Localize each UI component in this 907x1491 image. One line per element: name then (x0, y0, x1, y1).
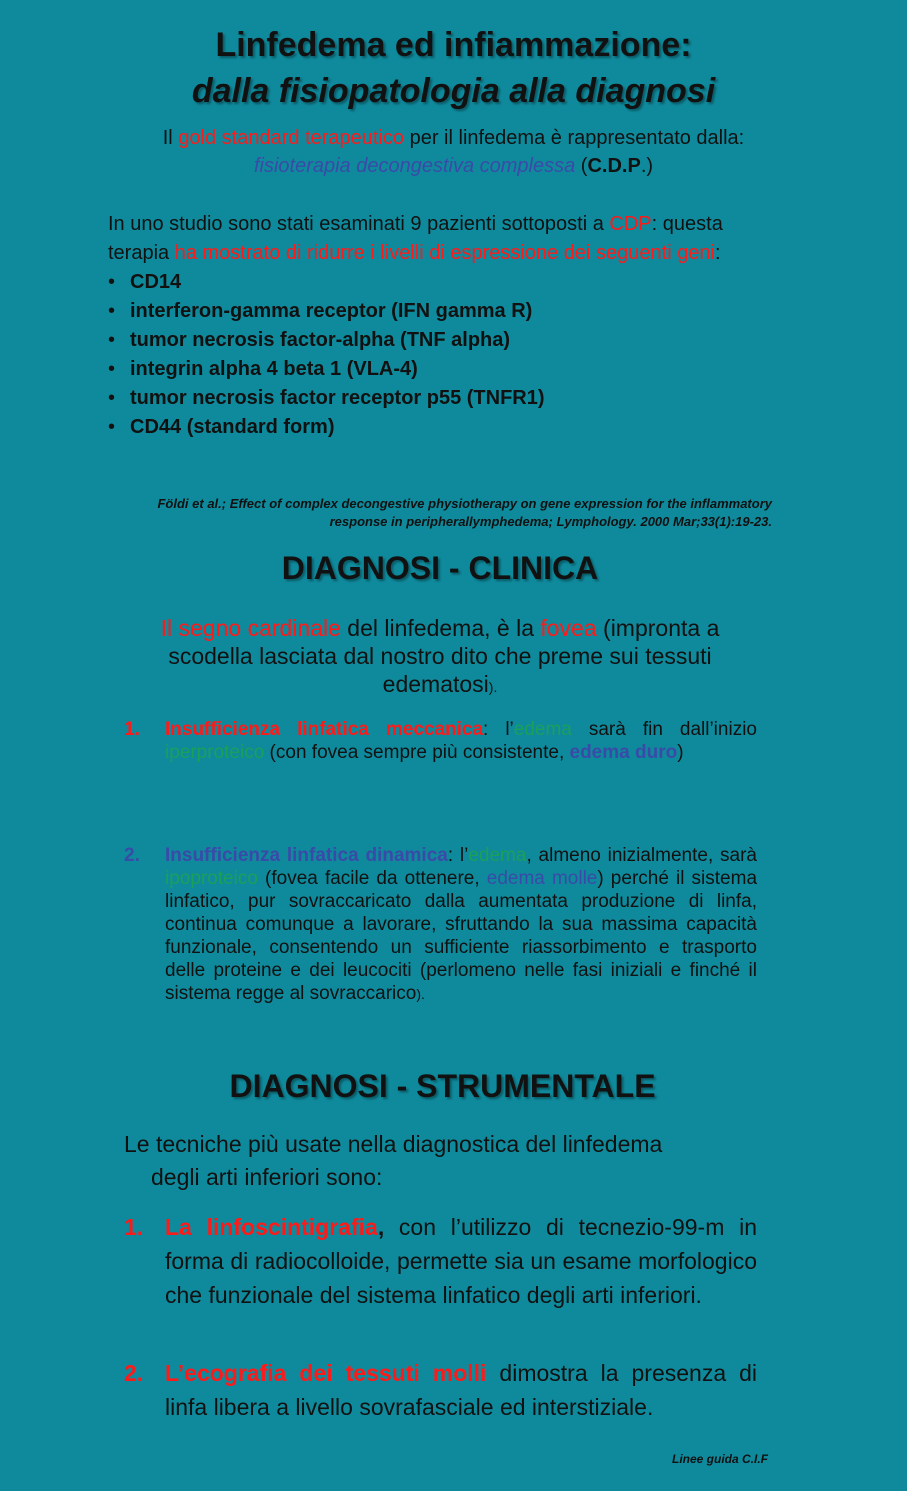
item-span: ) perché il sistema linfatico, pur sovraccaricato dalla aumentata produzione di linfa, continua comunque a lavorare, sfruttando la sua massima capacità funzionale, consentendo un sufficiente riassorbimento e trasporto delle proteine e dei leucociti (perlomeno nelle fasi iniziali e finché il sistema regge al sovraccarico (165, 868, 758, 1004)
intro-line-1: Le tecniche più usate nella diagnostica del linfedema (124, 1131, 663, 1157)
list-item: • integrin alpha 4 beta 1 (VLA-4) (108, 355, 788, 384)
page-subtitle: dalla fisiopatologia alla diagnosi (191, 72, 716, 110)
item-span: sarà fin dall’inizio (571, 719, 757, 740)
list-item: • tumor necrosis factor-alpha (TNF alpha) (108, 326, 788, 355)
item-span: : l’ (447, 845, 469, 866)
study-text-2: : questa terapia (108, 213, 723, 264)
item-span: ) (677, 742, 684, 763)
reference-line-2: response in peripherallymphedema; Lymphology. 2000 Mar;33(1):19-23. (329, 514, 772, 529)
item-number: 2. (124, 845, 140, 866)
gold-suffix: per il linfedema è rappresentato dalla: (404, 127, 745, 149)
item-number: 1. (124, 719, 140, 740)
item-title: L’ecografia dei tessuti molli (165, 1360, 487, 1386)
item-span: (con fovea sempre più consistente, (264, 742, 570, 763)
item-text (165, 1356, 757, 1424)
gold-highlight: gold standard terapeutico (178, 127, 405, 149)
item-span: (fovea facile da ottenere, (257, 868, 487, 889)
study-text-1: In uno studio sono stati esaminati 9 pazienti sottoposti a (108, 213, 610, 235)
therapy-name: fisioterapia decongestiva complessa (253, 155, 576, 177)
strumentale-item-2 (124, 1356, 757, 1424)
cardinal-text-2: (impronta a scodella lasciata dal nostro dito che preme sui tessuti edematosi (168, 615, 720, 697)
item-body: con l’utilizzo di tecnezio-99-m in forma di radiocolloide, permette sia un esame morfologico che funzionale del sistema linfatico degli arti inferiori. (165, 1214, 757, 1308)
fovea-word: fovea (540, 615, 597, 641)
heading-strumentale: DIAGNOSI - STRUMENTALE (229, 1068, 656, 1104)
item-title: Insufficienza linfatica dinamica (165, 845, 448, 866)
cardinal-sign-paragraph (120, 614, 760, 701)
cardinal-text-3: ). (488, 679, 498, 695)
reference-line-1: Földi et al.; Effect of complex decongestive physiotherapy on gene expression for the inflammatory (157, 496, 772, 511)
heading-clinica: DIAGNOSI - CLINICA (281, 550, 599, 586)
item-body: dimostra la presenza di linfa libera a livello sovrafasciale ed interstiziale. (165, 1360, 757, 1420)
edema-word: edema (468, 845, 527, 866)
list-item: • CD44 (standard form) (108, 413, 788, 442)
list-item: • tumor necrosis factor receptor p55 (TNFR1) (108, 384, 788, 413)
edema-molle-word: edema molle (486, 868, 598, 889)
study-text-3: : (715, 242, 721, 264)
techniques-intro (124, 1128, 764, 1194)
edema-duro-word: edema duro (569, 742, 678, 763)
gene-list (108, 268, 788, 442)
study-cdp: CDP (609, 213, 652, 235)
therapy-abbr: C.D.P (587, 155, 641, 177)
item-number: 2. (124, 1360, 144, 1386)
clinica-item-2 (124, 844, 757, 1006)
paren-open: ( (575, 155, 588, 177)
item-text (165, 718, 757, 764)
iperproteico-word: iperproteico (165, 742, 265, 763)
cardinal-sign: Il segno cardinale (160, 615, 341, 641)
item-span: : l’ (483, 719, 514, 740)
paren-close: .) (640, 155, 654, 177)
page-title: Linfedema ed infiammazione: (215, 26, 692, 64)
study-text (108, 210, 788, 268)
gold-prefix: Il (162, 127, 179, 149)
study-highlight: ha mostrato di ridurre i livelli di espressione dei seguenti geni (174, 242, 716, 264)
item-title: La linfoscintigrafia (165, 1214, 378, 1240)
intro-line-2: degli arti inferiori sono: (151, 1164, 383, 1190)
clinica-item-1 (124, 718, 757, 764)
study-paragraph (108, 210, 788, 442)
footer-source: Linee guida C.I.F (671, 1452, 768, 1466)
reference-citation (100, 495, 772, 531)
ipoproteico-word: ipoproteico (165, 868, 258, 889)
item-span: ). (416, 986, 425, 1002)
list-item: • CD14 (108, 268, 788, 297)
list-item: • interferon-gamma receptor (IFN gamma R) (108, 297, 788, 326)
item-number: 1. (124, 1214, 144, 1240)
item-span: , almeno inizialmente, sarà (526, 845, 757, 866)
edema-word: edema (513, 719, 572, 740)
strumentale-item-1 (124, 1210, 757, 1312)
item-text (165, 844, 757, 1006)
item-title: Insufficienza linfatica meccanica (165, 719, 484, 740)
gold-standard-paragraph (0, 124, 907, 180)
item-text (165, 1210, 757, 1312)
cardinal-text-1: del linfedema, è la (340, 615, 541, 641)
item-comma: , (377, 1214, 385, 1240)
